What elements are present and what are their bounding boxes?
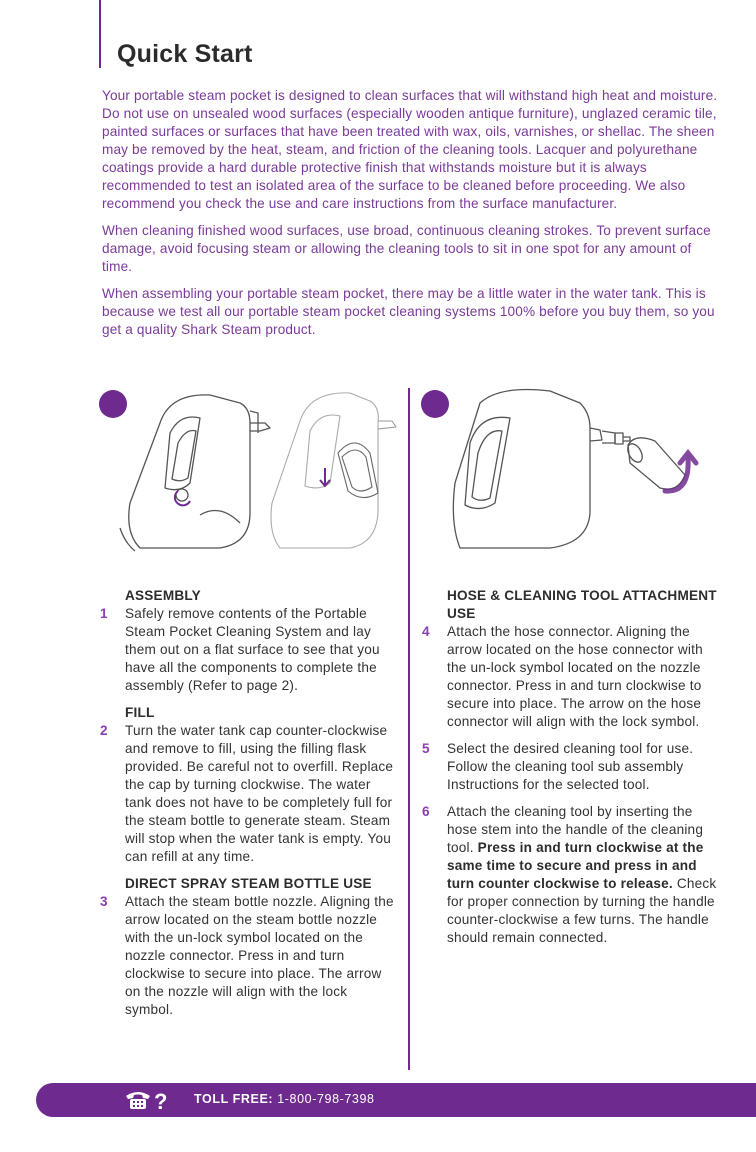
step-5 (422, 740, 722, 794)
step-number: 2 (100, 723, 108, 738)
step-number: 3 (100, 894, 108, 909)
svg-text:?: ? (154, 1089, 168, 1112)
step-number: 6 (422, 804, 430, 819)
nozzle-connector-illustration (440, 383, 710, 553)
step-number: 4 (422, 624, 430, 639)
step-text: Turn the water tank cap counter-clockwise and remove to fill, using the filling flask provided. Be careful not to overfill. Replace the cap by turning clockwise. The water tank does not have to be completely full for the steam bottle to generate steam. Steam will stop when the water tank is empty. You can refill at any time. (125, 723, 394, 864)
toll-free-number: 1-800-798-7398 (273, 1092, 375, 1106)
toll-free-label: TOLL FREE: (194, 1092, 274, 1106)
step-text: Safely remove contents of the Portable Steam Pocket Cleaning System and lay them out on a flat surface to see that you have all the components to complete the assembly (Refer to page 2). (125, 606, 380, 693)
step-text: Attach the hose connector. Aligning the arrow located on the hose connector with the un-lock symbol located on the nozzle connector. Press in and turn clockwise to secure into place. The arrow on the hose connector will align with the lock symbol. (447, 624, 703, 729)
step-text-part: Attach the cleaning tool by inserting the hose stem into the handle of the cleaning tool. (447, 804, 704, 855)
footer-bar (36, 1083, 756, 1117)
step-text-emphasis: Press in and turn clockwise at the same time to secure and press in and turn counter clockwise to release. (447, 840, 704, 891)
left-column (100, 587, 398, 1019)
section-heading-assembly: ASSEMBLY (125, 588, 201, 603)
intro-paragraph: Your portable steam pocket is designed to clean surfaces that will withstand high heat and moisture. Do not use on unsealed wood surfaces (especially wooden antique furniture), unglazed ceramic tile, painted surfaces or surfaces that have been treated with wax, oils, varnishes, or shellac. The sheen may be removed by the heat, steam, and friction of the cleaning tools. Lacquer and polyurethane coatings provide a hard durable protective finish that withstands moisture but it is always recommended to test an isolated area of the surface to be cleaned before proceeding. We also recommend you check the use and care instructions from the surface manufacturer. (102, 88, 718, 211)
phone-question-icon (122, 1088, 172, 1112)
section-heading-direct-spray: DIRECT SPRAY STEAM BOTTLE USE (125, 876, 372, 891)
intro-paragraph: When cleaning finished wood surfaces, use broad, continuous cleaning strokes. To prevent surface damage, avoid focusing steam or allowing the cleaning tools to sit in one spot for any amount of time. (102, 223, 711, 274)
title-rule (99, 0, 101, 68)
toll-free-text (194, 1092, 375, 1106)
step-text (447, 804, 716, 945)
step-number: 1 (100, 606, 108, 621)
section-heading-hose: HOSE & CLEANING TOOL ATTACHMENT USE (447, 588, 717, 621)
step-2 (100, 722, 398, 866)
intro-paragraph: When assembling your portable steam pocket, there may be a little water in the water tank. This is because we test all our portable steam pocket cleaning systems 100% before you buy them, so you get a quality Shark Steam product. (102, 286, 715, 337)
step-4 (422, 623, 722, 731)
section-heading-fill: FILL (125, 705, 155, 720)
right-column (422, 587, 722, 947)
steam-bottle-illustration (100, 383, 400, 553)
page-title: Quick Start (117, 40, 253, 68)
step-text: Select the desired cleaning tool for use. Follow the cleaning tool sub assembly Instructions for the selected tool. (447, 741, 694, 792)
step-text: Attach the steam bottle nozzle. Aligning the arrow located on the steam bottle nozzle with the un-lock symbol located on the nozzle connector. Press in and turn clockwise to secure into place. The arrow on the nozzle will align with the lock symbol. (125, 894, 394, 1017)
step-text-part: Check for proper connection by turning the handle counter-clockwise a few turns. The handle should remain connected. (447, 876, 717, 945)
column-divider (408, 388, 410, 1070)
step-6 (422, 803, 722, 947)
step-1 (100, 605, 398, 695)
intro-text (102, 87, 724, 348)
step-3 (100, 893, 398, 1019)
step-number: 5 (422, 741, 430, 756)
